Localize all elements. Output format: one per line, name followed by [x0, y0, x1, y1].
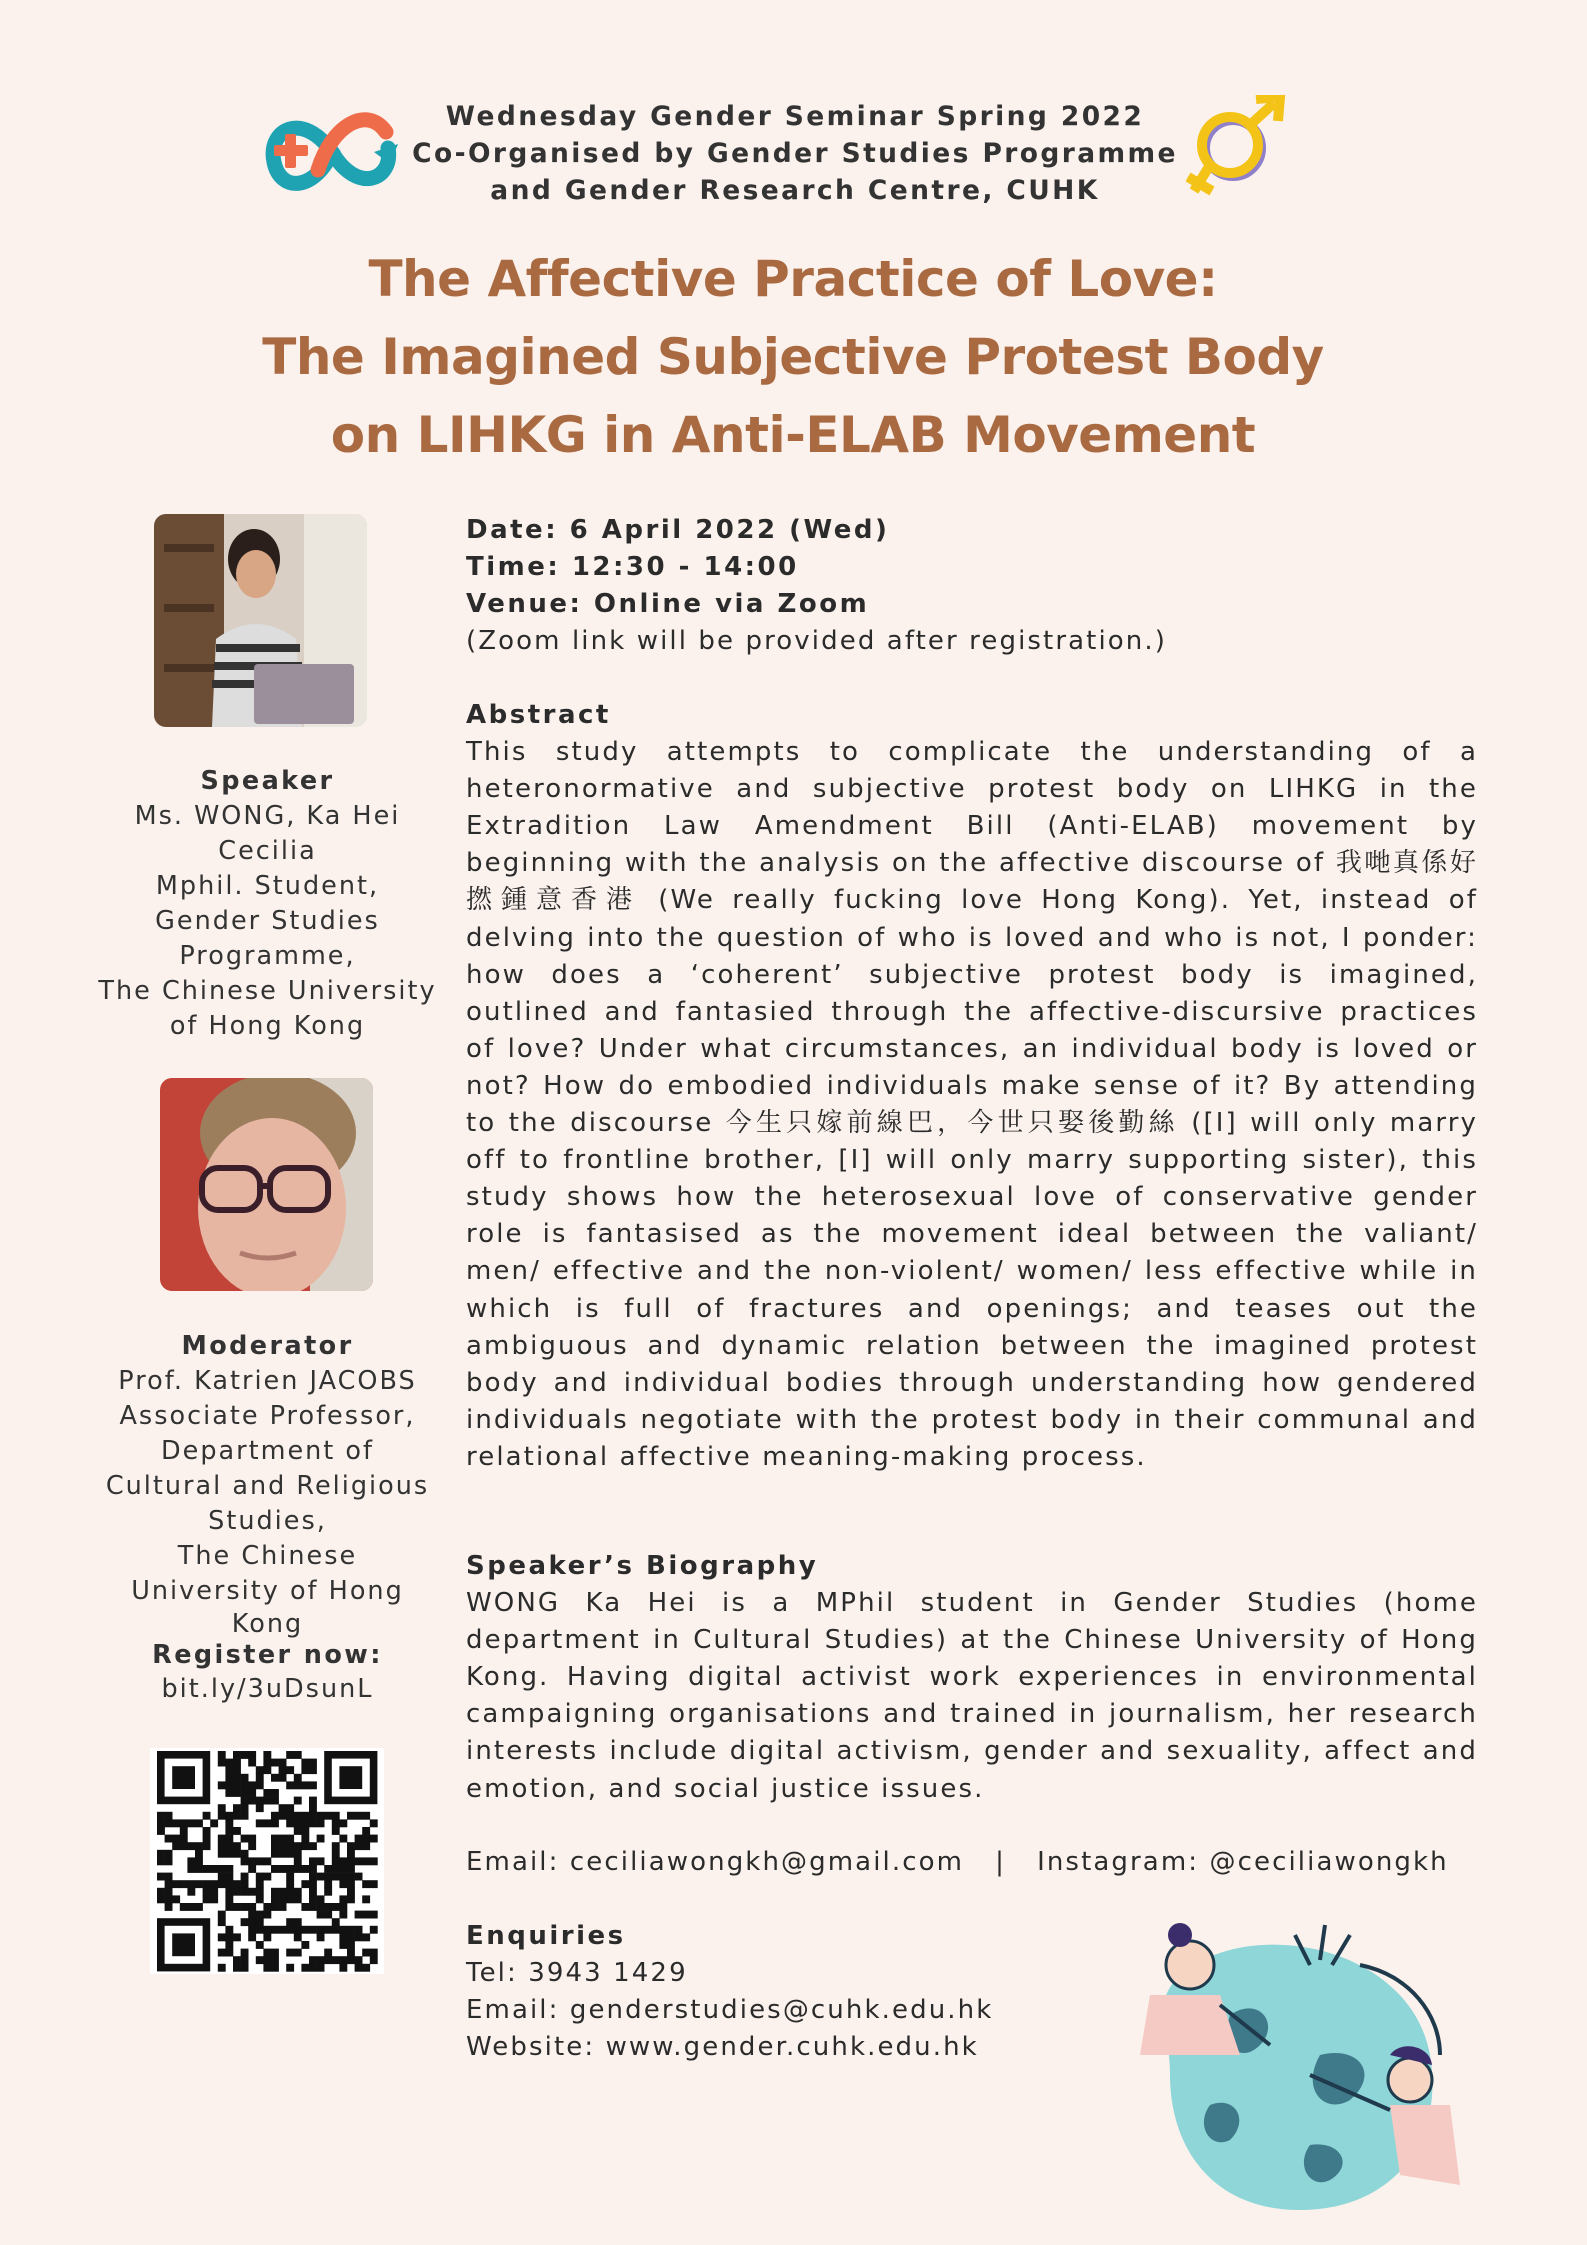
header-line-1: Wednesday Gender Seminar Spring 2022 — [445, 101, 1145, 132]
register-label: Register now: — [152, 1640, 383, 1670]
gender-symbol-icon — [1186, 95, 1286, 205]
biography-heading: Speaker’s Biography — [466, 1551, 819, 1581]
header-line-2: Co-Organised by Gender Studies Programme — [412, 138, 1178, 169]
moderator-line: Associate Professor, — [119, 1401, 416, 1431]
speaker-role: Speaker — [200, 766, 335, 796]
event-details — [466, 512, 1478, 660]
enquiries-website[interactable]: Website: www.gender.cuhk.edu.hk — [466, 2032, 979, 2063]
biography-text: WONG Ka Hei is a MPhil student in Gender Studies (home department in Cultural Studies) at the Chinese University of Hong Kong. Having digital activist work experiences in environmental campaigning organisations and trained in journalism, her research interests include digital activism, gender and sexuality, affect and emotion, and social justice issues. — [466, 1588, 1478, 1804]
moderator-line: Department of — [161, 1436, 374, 1466]
seminar-title — [140, 240, 1446, 474]
moderator-line: Cultural and Religious — [105, 1471, 430, 1501]
speaker-info — [90, 764, 445, 1044]
enquiries-tel: Tel: 3943 1429 — [466, 1958, 688, 1989]
speaker-line: The Chinese University — [98, 976, 437, 1006]
event-time: Time: 12:30 - 14:00 — [466, 552, 799, 583]
moderator-line: University of Hong — [131, 1576, 404, 1606]
register-link[interactable]: bit.ly/3uDsunL — [161, 1674, 374, 1704]
title-line-3: on LIHKG in Anti-ELAB Movement — [330, 406, 1256, 464]
contact-line: Email: ceciliawongkh@gmail.com | Instagram: @ceciliawongkh — [466, 1847, 1449, 1877]
moderator-line: Kong — [231, 1609, 304, 1639]
speaker-line: Cecilia — [218, 836, 317, 866]
globe-embrace-illustration-icon — [1110, 1905, 1490, 2225]
abstract-text: This study attempts to complicate the understanding of a heteronormative and subjective protest body on LIHKG in the Extradition Law Amendment Bill (Anti-ELAB) movement by beginning with the analysis on the affective discourse of 我哋真係好撚鍾意香港 (We really fucking love Hong Kong). Yet, instead of delving into the question of who is loved and who is not, I ponder: how does a ‘coherent’ subjective protest body is imagined, outlined and fantasied through the affective-discursive practices of love? Under what circumstances, an individual body is loved or not? How do embodied individuals make sense of it? By attending to the discourse 今生只嫁前線巴，今世只娶後勤絲 ([I] will only marry off to frontline brother, [I] will only marry supporting sister), this study shows how the heterosexual love of conservative gender role is fantasised as the movement ideal between the valiant/ men/ effective and the non-violent/ women/ less effective while in which is full of fractures and openings; and teases out the ambiguous and dynamic relation between the imagined protest body and individual bodies through understanding how gendered individuals negotiate with the protest body in their communal and relational affective meaning-making process. — [466, 737, 1478, 1472]
gender-studies-logo-icon — [262, 100, 404, 210]
enquiries-heading: Enquiries — [466, 1921, 626, 1951]
moderator-role: Moderator — [181, 1331, 354, 1361]
event-venue: Venue: Online via Zoom — [466, 589, 870, 620]
speaker-line: Mphil. Student, — [155, 871, 380, 901]
speaker-line: Programme, — [179, 941, 356, 971]
moderator-photo — [160, 1078, 373, 1291]
abstract-section — [466, 697, 1478, 1476]
speaker-line: Ms. WONG, Ka Hei — [134, 801, 401, 831]
title-line-1: The Affective Practice of Love: — [368, 250, 1218, 308]
enquiries-email[interactable]: Email: genderstudies@cuhk.edu.hk — [466, 1995, 994, 2026]
enquiries-section — [466, 1918, 1066, 2066]
zoom-note: (Zoom link will be provided after registration.) — [466, 626, 1167, 657]
biography-section — [466, 1548, 1478, 1808]
abstract-heading: Abstract — [466, 700, 611, 730]
speaker-line: of Hong Kong — [169, 1011, 366, 1041]
seminar-header — [400, 98, 1190, 209]
event-date: Date: 6 April 2022 (Wed) — [466, 515, 890, 545]
moderator-line: Prof. Katrien JACOBS — [118, 1366, 417, 1396]
moderator-line: The Chinese — [177, 1541, 358, 1571]
speaker-photo — [154, 514, 367, 727]
moderator-info — [90, 1329, 445, 1707]
title-line-2: The Imagined Subjective Protest Body — [262, 328, 1324, 386]
moderator-line: Studies, — [208, 1506, 327, 1536]
header-line-3: and Gender Research Centre, CUHK — [490, 175, 1100, 206]
speaker-line: Gender Studies — [155, 906, 380, 936]
qr-code-icon[interactable] — [150, 1748, 384, 1974]
